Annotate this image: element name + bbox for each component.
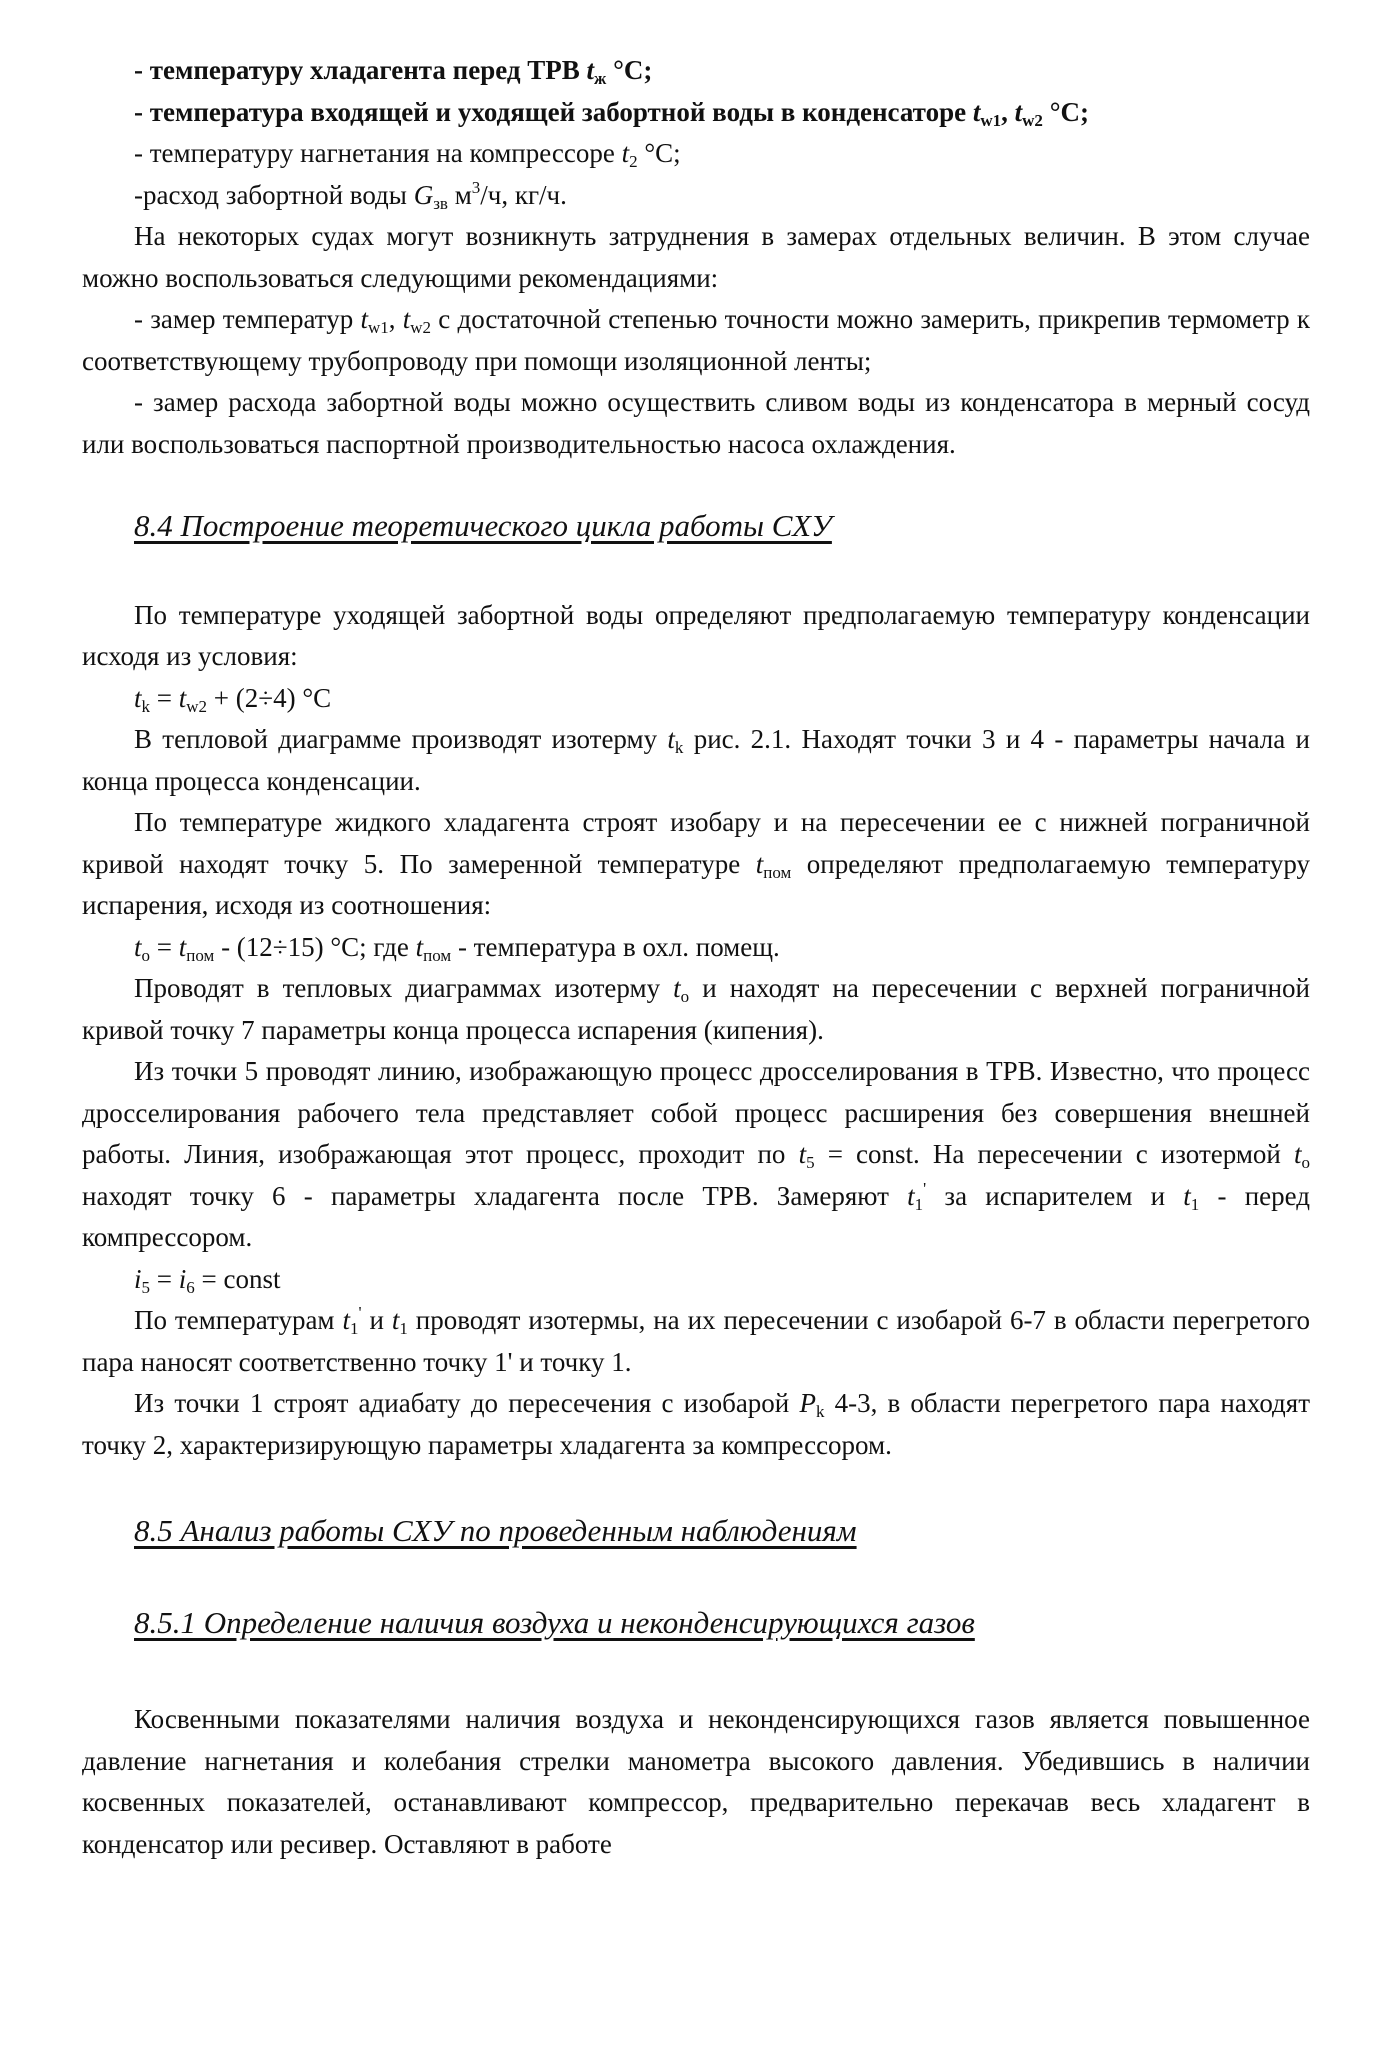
recommendation-2: - замер расхода забортной воды можно осуществить сливом воды из конденсатора в мерный сосуд или воспользоваться паспортной производительностью насоса охлаждения. bbox=[82, 387, 1310, 459]
formula-tk: $t_k = t_{w2} + (2\div 4)$ °С bbox=[134, 682, 332, 716]
formula-to: $t_o = t_{пом} - (12\div 15)$ °С; где $t_{пом}$ - температура в охл. помещ. bbox=[134, 931, 780, 965]
section-heading-8-5-1: 8.5.1 Определение наличия воздуха и неконденсирующихся газов bbox=[134, 1604, 975, 1640]
measurement-item: - температуру хладагента перед ТРВ $t_ж$ °С; bbox=[134, 55, 653, 88]
document-page bbox=[82, 50, 1310, 1865]
intro-paragraph: На некоторых судах могут возникнуть затруднения в замерах отдельных величин. В этом случае можно воспользоваться следующими рекомендациями: bbox=[82, 221, 1310, 293]
paragraph: По температуре жидкого хладагента строят изобару и на пересечении ее с нижней пограничной кривой находят точку 5. По замеренной температуре $t_{пом}$ определяют предполагаемую температуру испарения, исходя из соотношения: bbox=[82, 807, 1310, 920]
paragraph: Из точки 1 строят адиабату до пересечения с изобарой $P_k$ 4-3, в области перегретого пара находят точку 2, характеризирующую параметры хладагента за компрессором. bbox=[82, 1388, 1310, 1460]
section-heading-8-5: 8.5 Анализ работы СХУ по проведенным наблюдениям bbox=[134, 1513, 857, 1548]
paragraph: Из точки 5 проводят линию, изображающую процесс дросселирования в ТРВ. Известно, что процесс дросселирования рабочего тела представляет собой процесс расширения без совершения внешней работы. Линия, изображающая этот процесс, проходит по $t_5$ = const. На пересечении с изотермой $t_o$ находят точку 6 - параметры хладагента после ТРВ. Замеряют $t_1'$ за испарителем и $t_1$ - перед компрессором. bbox=[82, 1056, 1311, 1252]
paragraph: По температуре уходящей забортной воды определяют предполагаемую температуру конденсации исходя из условия: bbox=[82, 599, 1310, 671]
measurement-item: - температуру нагнетания на компрессоре $t_2$ °С; bbox=[134, 138, 681, 171]
section-heading-8-4: 8.4 Построение теоретического цикла работы СХУ bbox=[134, 508, 832, 543]
measurement-item: -расход забортной воды $G_{зв}$ $м^3/ч$, кг/ч. bbox=[134, 177, 567, 213]
paragraph: В тепловой диаграмме производят изотерму $t_k$ рис. 2.1. Находят точки 3 и 4 - параметры начала и конца процесса конденсации. bbox=[82, 724, 1310, 796]
recommendation-1: - замер температур $t_{w1}$, $t_{w2}$ с достаточной степенью точности можно замерить, прикрепив термометр к соответствующему трубопроводу при помощи изоляционной ленты; bbox=[82, 304, 1310, 376]
measurement-item: - температура входящей и уходящей забортной воды в конденсаторе $t_{w1}$, $t_{w2}$ °С; bbox=[134, 96, 1089, 130]
paragraph: Проводят в тепловых диаграммах изотерму $t_o$ и находят на пересечении с верхней пограничной кривой точку 7 параметры конца процесса испарения (кипения). bbox=[82, 973, 1310, 1045]
paragraph: Косвенными показателями наличия воздуха и неконденсирующихся газов является повышенное давление нагнетания и колебания стрелки манометра высокого давления. Убедившись в наличии косвенных показателей, останавливают компрессор, предварительно перекачав весь хладагент в конденсатор или ресивер. Оставляют в работе bbox=[82, 1704, 1310, 1859]
formula-i5: $i_5 = i_6$ = const bbox=[134, 1263, 281, 1297]
paragraph: По температурам $t_1'$ и $t_1$ проводят изотермы, на их пересечении с изобарой 6-7 в области перегретого пара наносят соответственно точку 1' и точку 1. bbox=[82, 1303, 1311, 1377]
